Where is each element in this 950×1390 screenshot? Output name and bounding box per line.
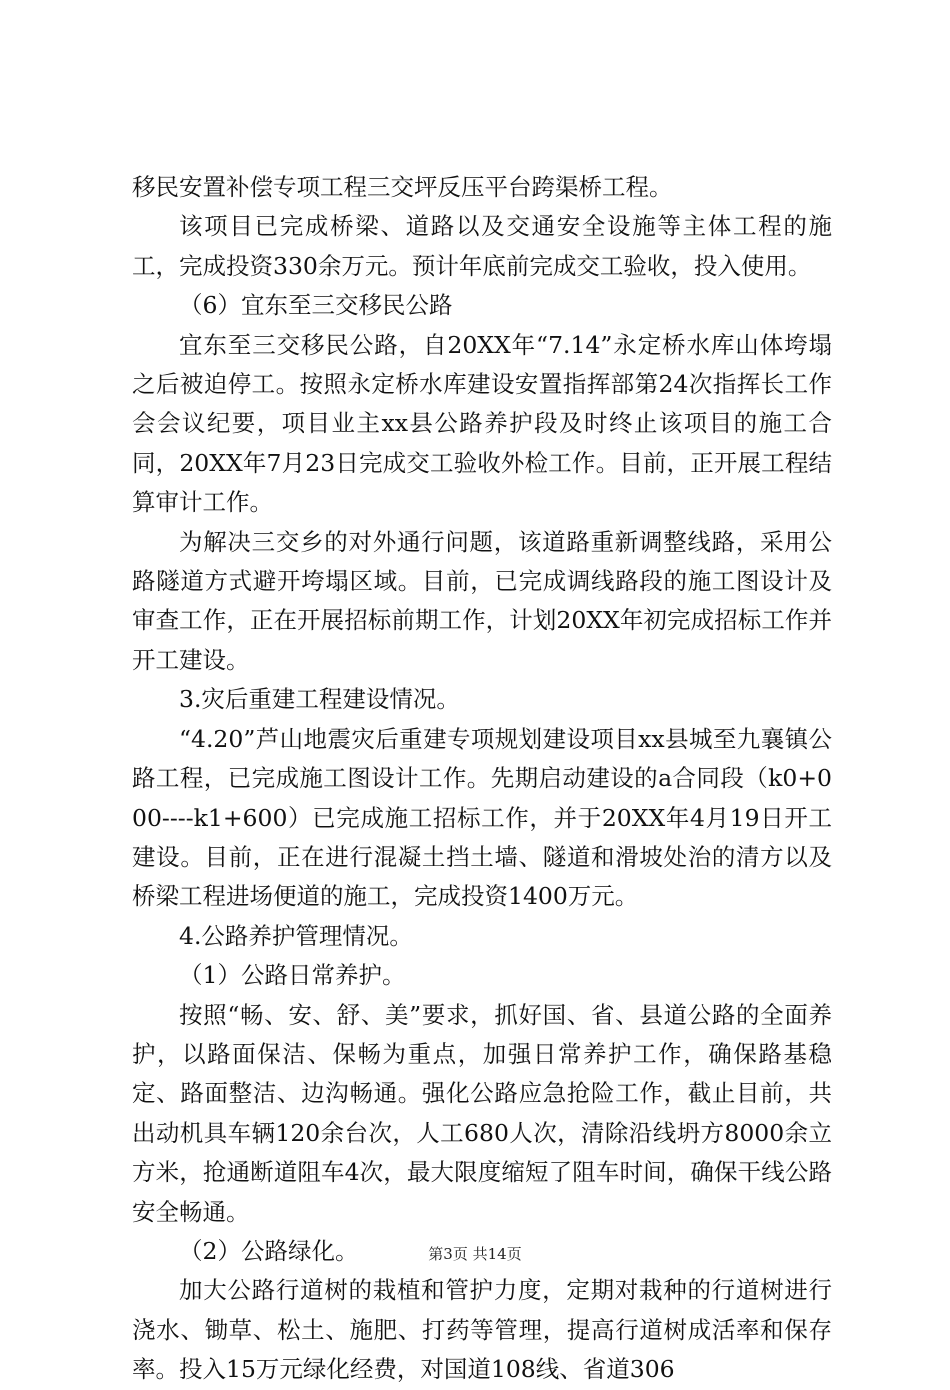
subsection-heading-daily-maintenance: （1）公路日常养护。 — [179, 961, 406, 990]
paragraph-road-suspension: 宜东至三交移民公路，自20XX年“7.14”永定桥水库山体垮塌之后被迫停工。按照永定桥水库建设安置指挥部第24次指挥长工作会会议纪要，项目业主xx县公路养护段及时终止该项目的施工合同，20XX年7月23日完成交工验收外检工作。目前，正开展工程结算审计工作。 — [132, 330, 832, 517]
page-number-footer: 第3页 共14页 — [428, 1245, 522, 1263]
section-heading-reconstruction: 3.灾后重建工程建设情况。 — [179, 685, 460, 714]
paragraph-reconstruction-progress: “4.20”芦山地震灾后重建专项规划建设项目xx县城至九襄镇公路工程，已完成施工图设计工作。先期启动建设的a合同段（k0+000----k1+600）已完成施工招标工作，并于20XX年4月19日开工建设。目前，正在进行混凝土挡土墙、隧道和滑坡处治的清方以及桥梁工程进场便道的施工，完成投资1400万元。 — [132, 724, 832, 911]
section-heading-maintenance: 4.公路养护管理情况。 — [179, 921, 413, 950]
paragraph-road-rerouting: 为解决三交乡的对外通行问题，该道路重新调整线路，采用公路隧道方式避开垮塌区域。目前，已完成调线路段的施工图设计及审查工作，正在开展招标前期工作，计划20XX年初完成招标工作并开工建设。 — [132, 527, 832, 674]
document-body — [132, 168, 832, 1390]
paragraph-daily-maintenance: 按照“畅、安、舒、美”要求，抓好国、省、县道公路的全面养护，以路面保洁、保畅为重点，加强日常养护工作，确保路基稳定、路面整洁、边沟畅通。强化公路应急抢险工作，截止目前，共出动机具车辆120余台次，人工680人次，清除沿线坍方8000余立方米，抢通断道阻车4次，最大限度缩短了阻车时间，确保干线公路安全畅通。 — [132, 1000, 832, 1226]
section-heading-yidong-sanjiao-road: （6）宜东至三交移民公路 — [179, 291, 453, 320]
paragraph-bridge-project-status: 该项目已完成桥梁、道路以及交通安全设施等主体工程的施工，完成投资330余万元。预计年底前完成交工验收，投入使用。 — [132, 212, 832, 280]
paragraph-greening: 加大公路行道树的栽植和管护力度，定期对栽种的行道树进行浇水、锄草、松土、施肥、打药等管理，提高行道树成活率和保存率。投入15万元绿化经费，对国道108线、省道306 — [132, 1276, 832, 1384]
subsection-heading-greening: （2）公路绿化。 — [179, 1236, 359, 1265]
paragraph-bridge-project-title: 移民安置补偿专项工程三交坪反压平台跨渠桥工程。 — [132, 173, 673, 201]
